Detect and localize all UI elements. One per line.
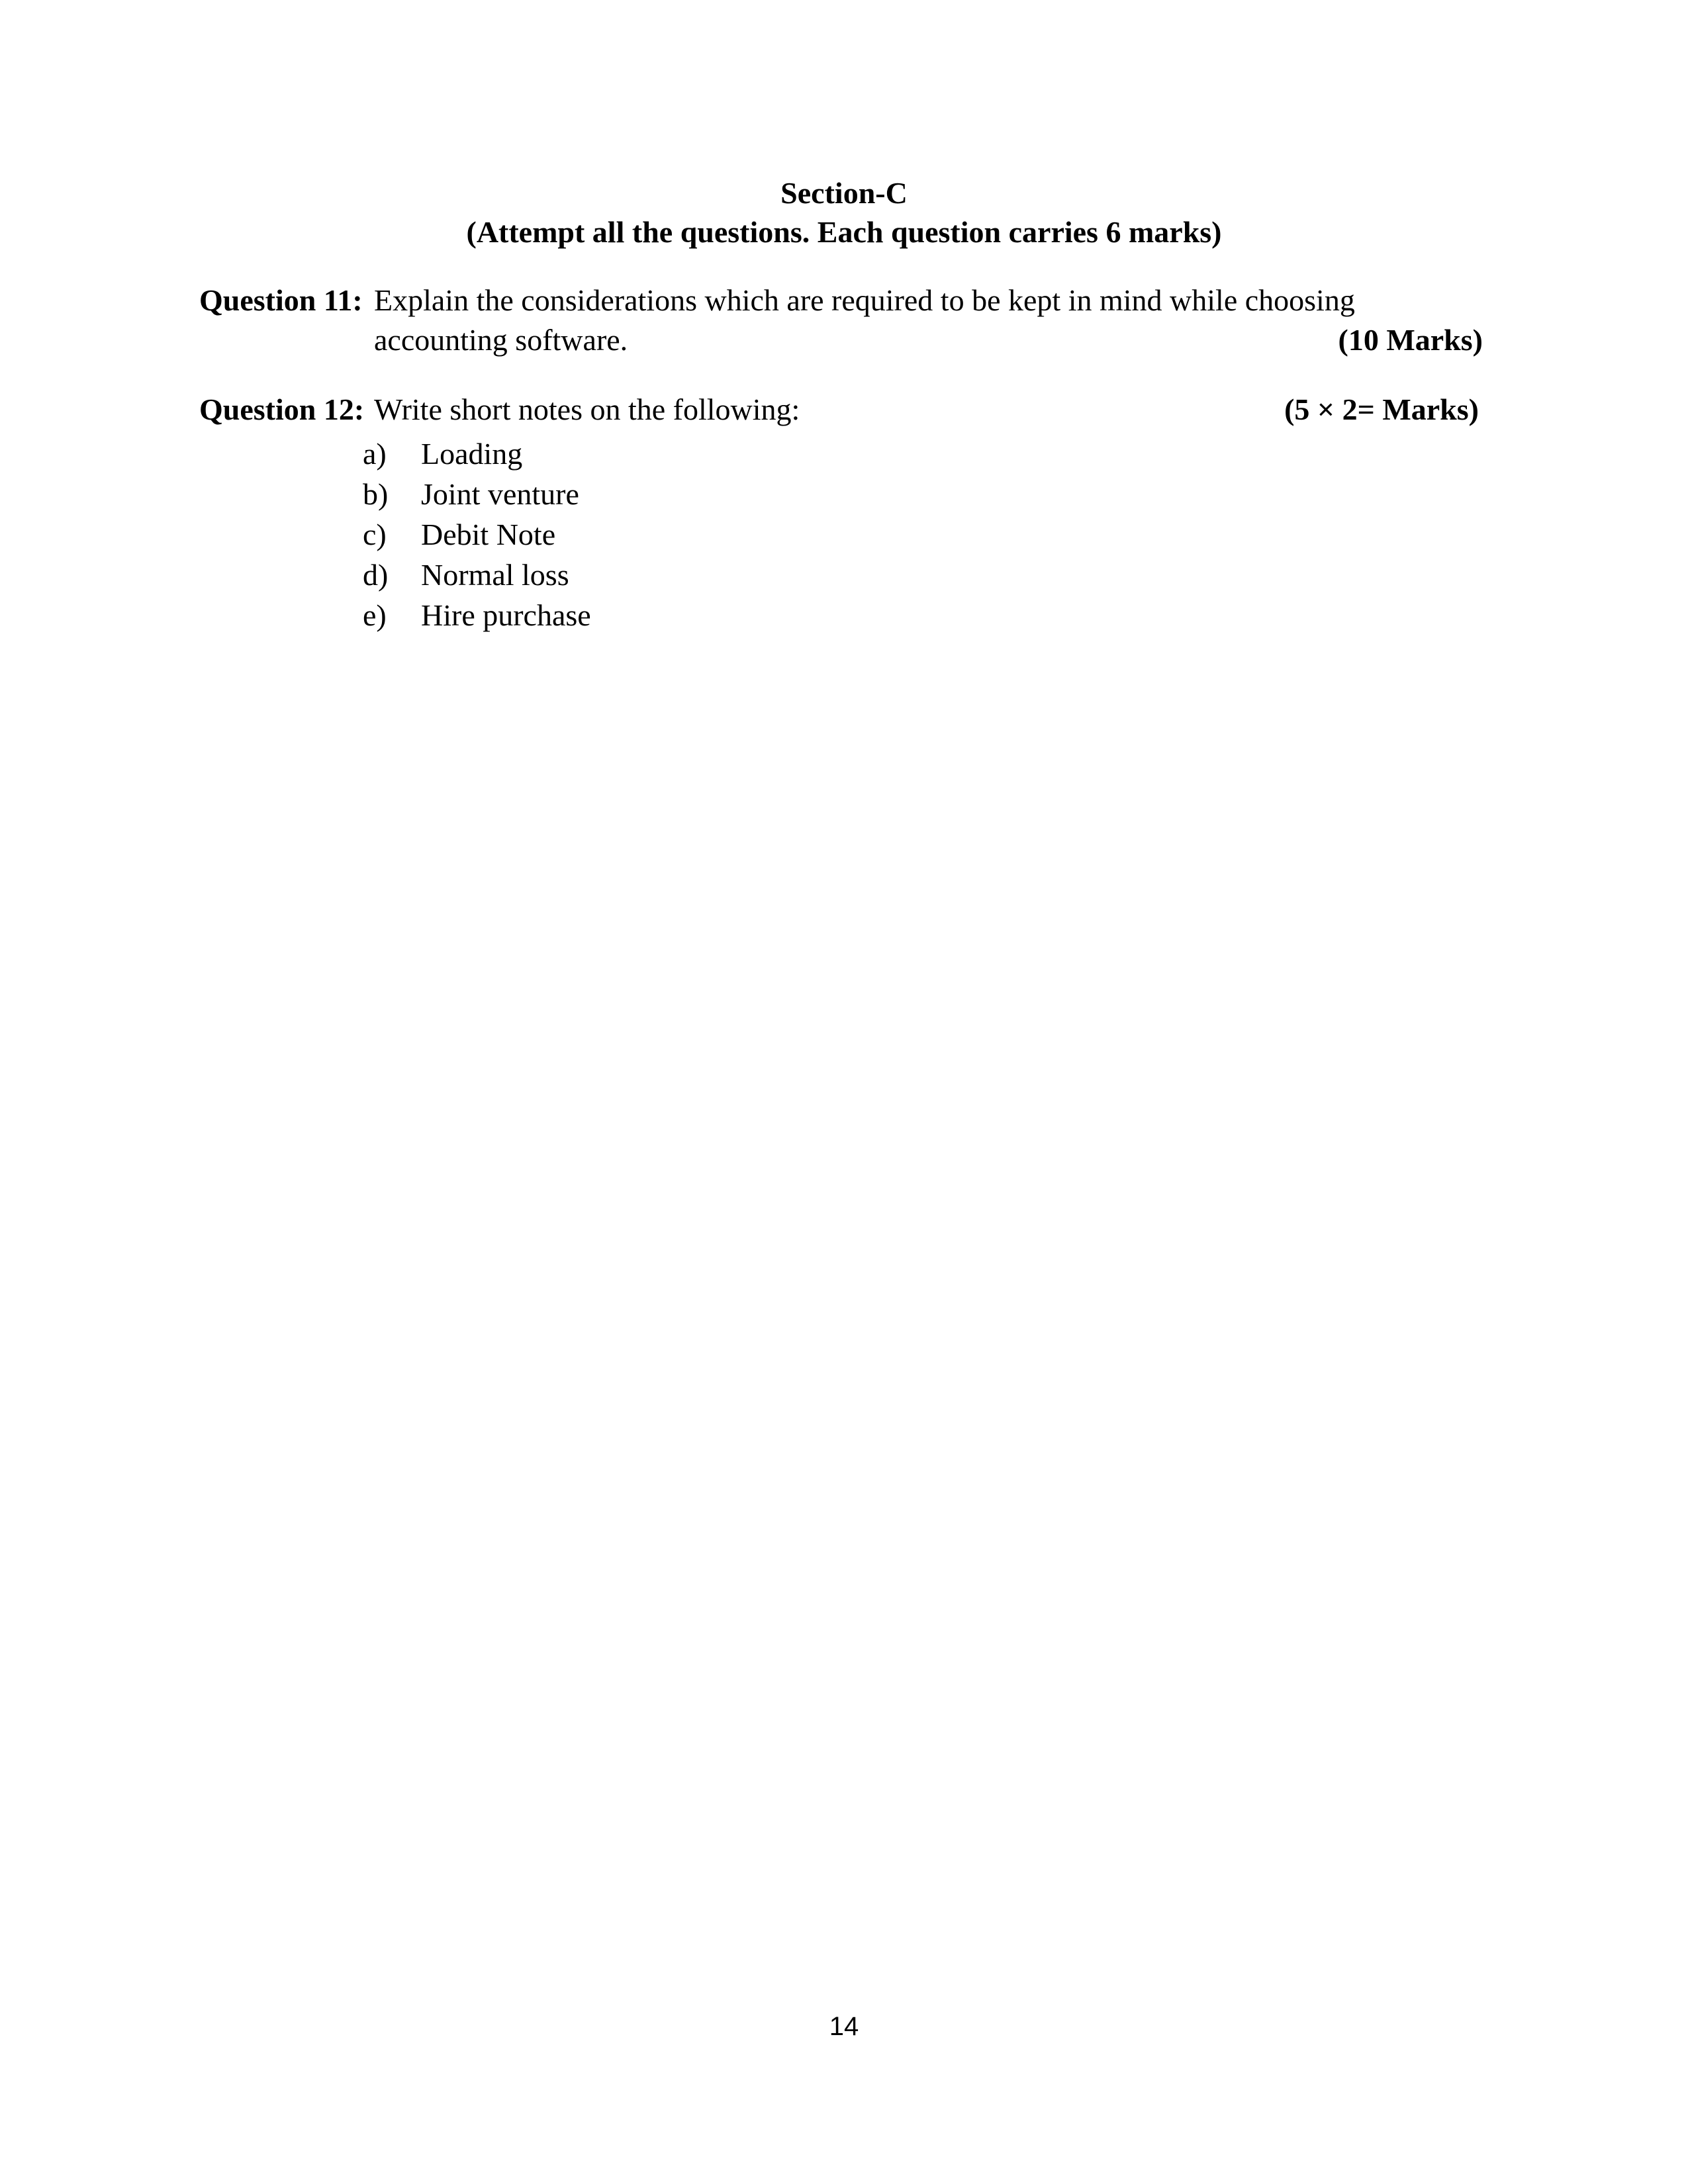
section-instruction: (Attempt all the questions. Each question carries 6 marks) [466, 215, 1222, 249]
list-item-text: Hire purchase [421, 598, 591, 632]
question-12-text: Write short notes on the following: [374, 392, 800, 426]
question-11-label: Question 11: [199, 283, 363, 317]
list-item-text: Debit Note [421, 518, 556, 551]
list-item-text: Normal loss [421, 558, 569, 592]
list-item [363, 433, 591, 474]
section-title: Section-C [780, 176, 908, 210]
question-11-text-line-2: accounting software. [374, 323, 628, 357]
list-item-letter: d) [363, 558, 389, 592]
list-item [363, 474, 591, 514]
list-item [363, 595, 591, 635]
list-item-letter: b) [363, 477, 389, 511]
list-item-letter: e) [363, 598, 387, 632]
question-11-text-line-1: Explain the considerations which are required to be kept in mind while choosing [374, 283, 1355, 317]
list-item [363, 514, 591, 555]
question-11-marks: (10 Marks) [1338, 323, 1483, 357]
list-item [363, 555, 591, 595]
page-number: 14 [829, 2012, 859, 2041]
list-item-letter: a) [363, 437, 387, 471]
list-item-letter: c) [363, 518, 387, 551]
list-item-text: Joint venture [421, 477, 579, 511]
question-12-sub-list [363, 433, 591, 635]
question-12-label: Question 12: [199, 392, 365, 426]
question-12-marks: (5 × 2= Marks) [1284, 392, 1479, 426]
list-item-text: Loading [421, 437, 523, 471]
